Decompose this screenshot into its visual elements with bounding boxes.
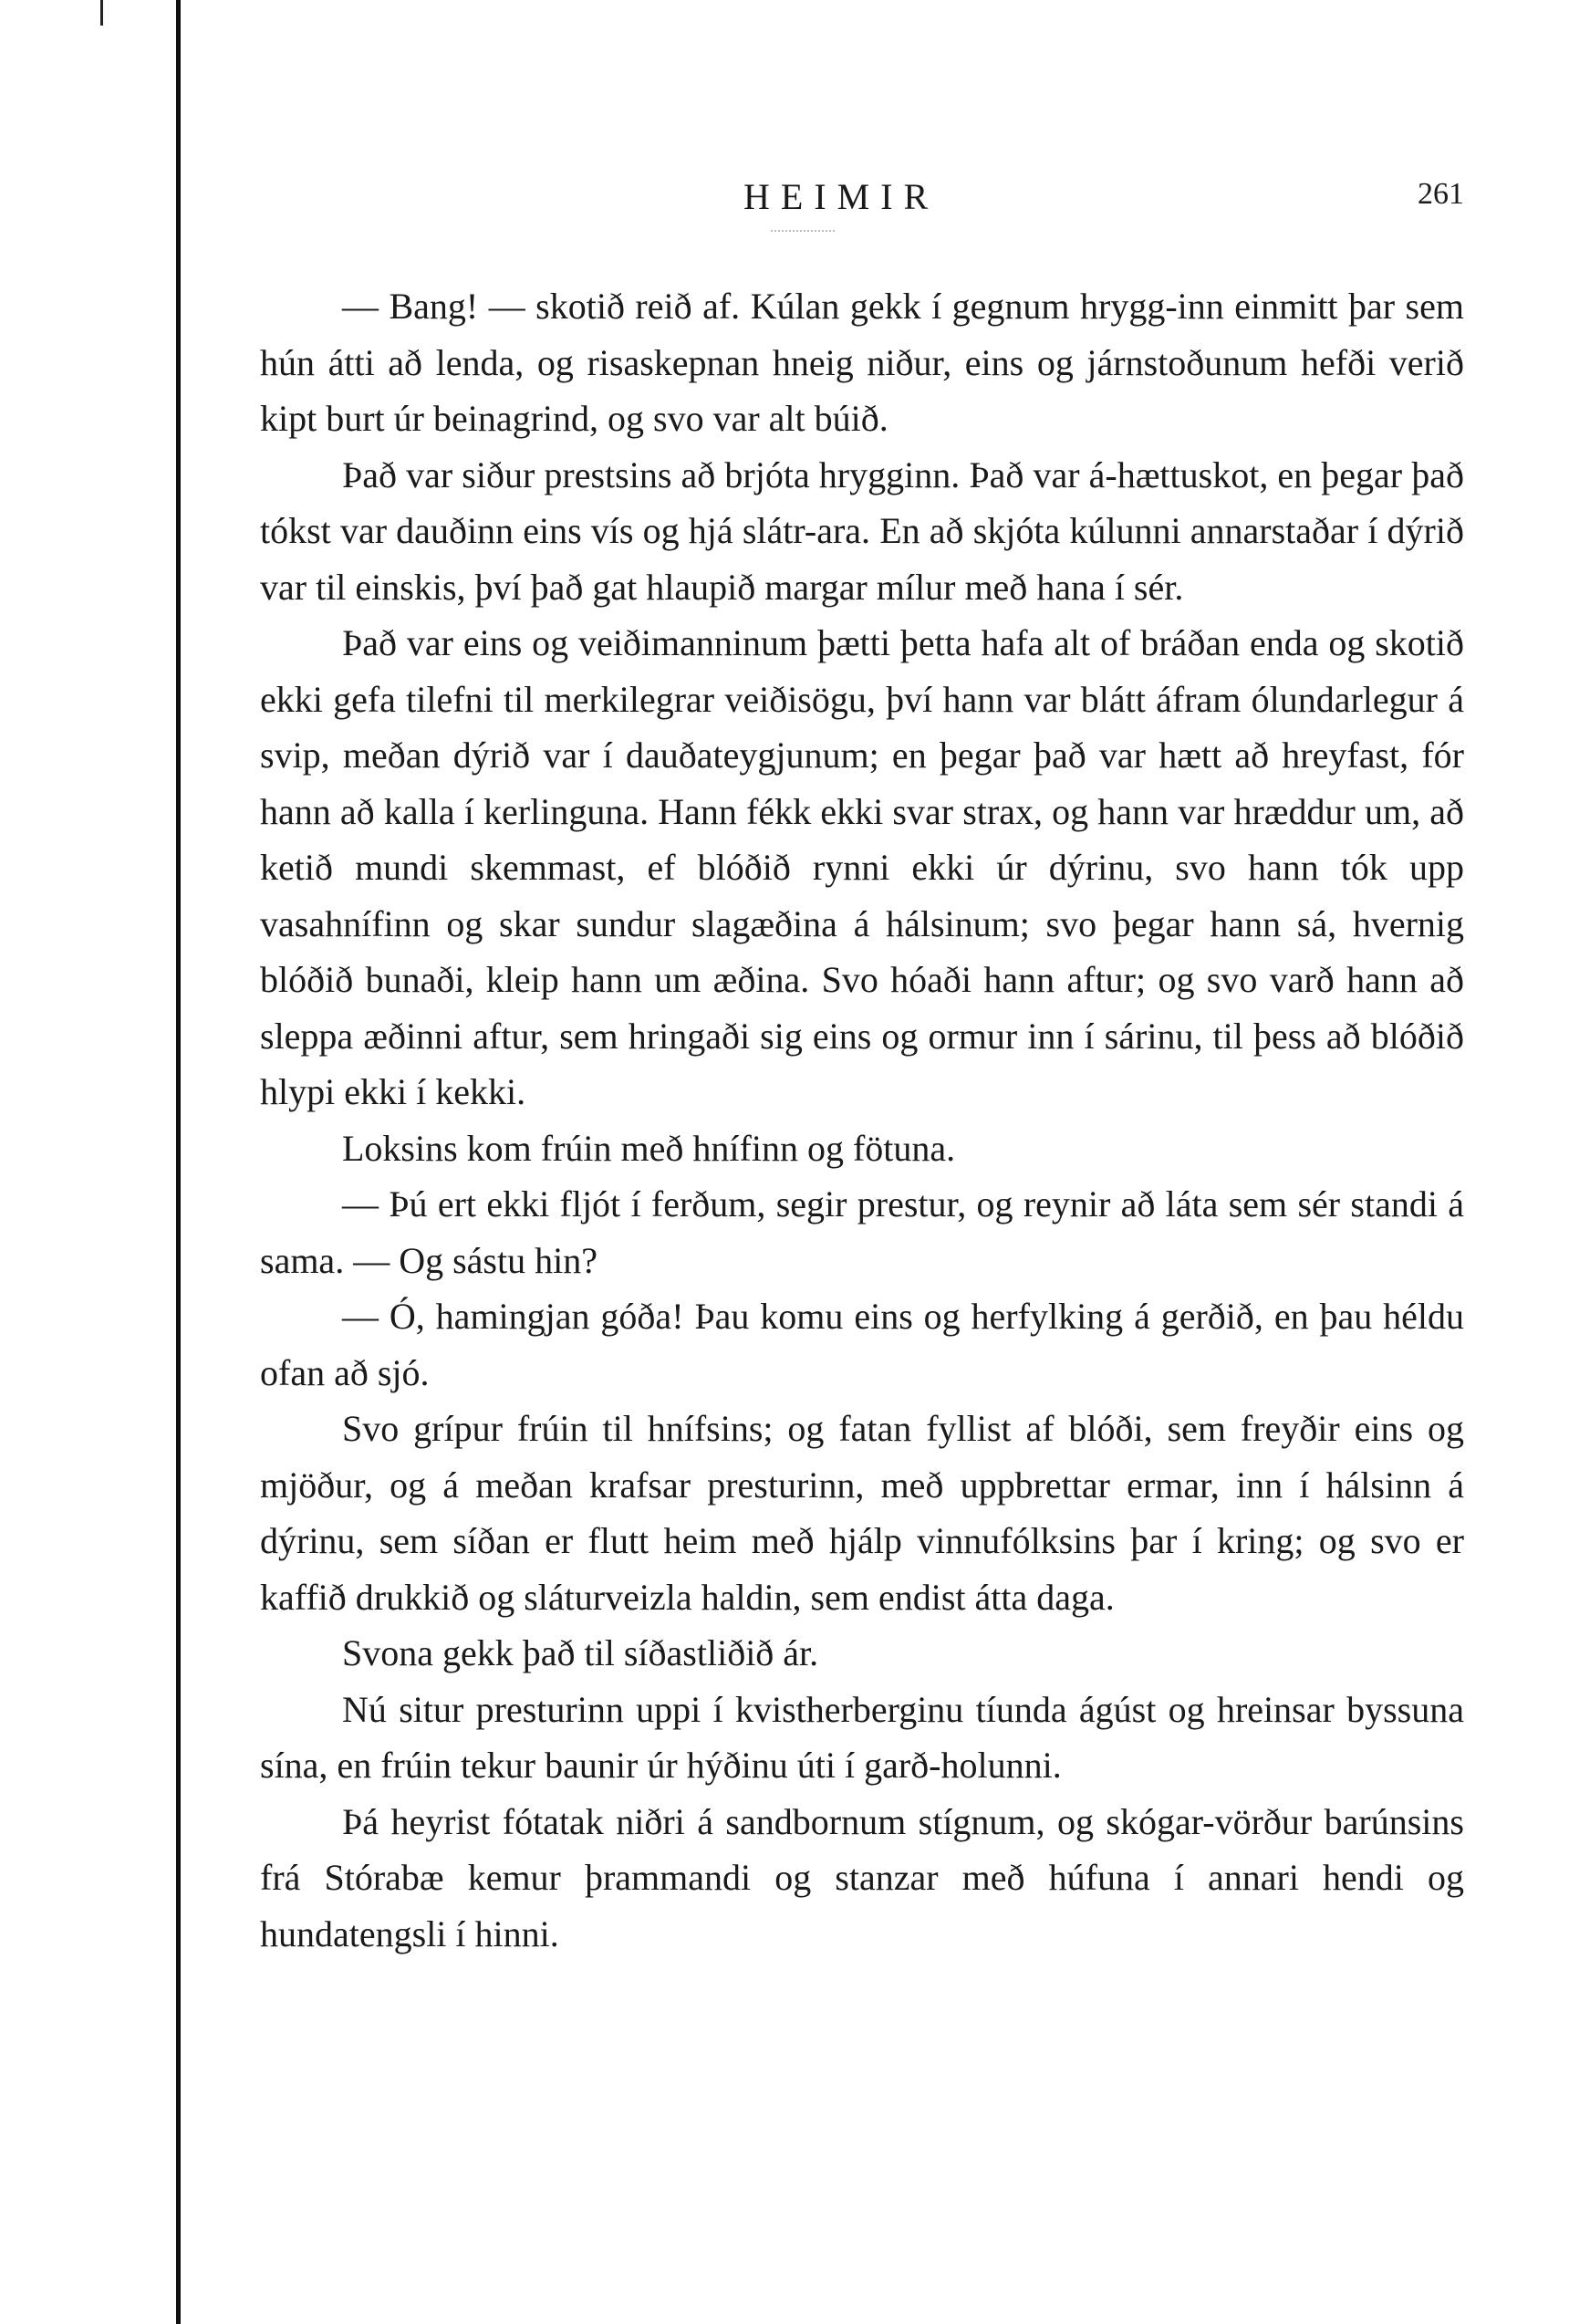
paragraph: Svona gekk það til síðastliðið ár. xyxy=(342,1632,819,1673)
paragraph: — Ó, hamingjan góða! Þau komu eins og herfylking á gerðið, en þau héldu ofan að sjó. xyxy=(260,1296,1464,1393)
paragraph: Nú situr presturinn uppi í kvistherberginu tíunda ágúst og hreinsar byssuna sína, en frúin tekur baunir úr hýðinu úti í garð-holunni. xyxy=(260,1688,1464,1786)
journal-title: HEIMIR xyxy=(743,176,940,217)
paragraph: — Þú ert ekki fljót í ferðum, segir prestur, og reynir að láta sem sér standi á sama. — Og sástu hin? xyxy=(260,1183,1464,1281)
page-number: 261 xyxy=(1418,177,1464,211)
paragraph: Loksins kom frúin með hnífinn og fötuna. xyxy=(342,1127,956,1169)
paragraph: — Bang! — skotið reið af. Kúlan gekk í gegnum hrygg-inn einmitt þar sem hún átti að lenda, og risaskepnan hneig niður, eins og járnstoðunum hefði verið kipt burt úr beinagrind, og svo var alt búið. xyxy=(260,286,1464,439)
body-text xyxy=(260,278,1464,1962)
running-head xyxy=(260,164,1464,219)
scan-binding-edge xyxy=(176,0,181,2324)
ornament-dots xyxy=(771,230,835,232)
paragraph: Það var siður prestsins að brjóta hrygginn. Það var á-hættuskot, en þegar það tókst var dauðinn eins vís og hjá slátr-ara. En að skjóta kúlunni annarstaðar í dýrið var til einskis, því það gat hlaupið margar mílur með hana í sér. xyxy=(260,453,1464,608)
paragraph: Svo grípur frúin til hnífsins; og fatan fyllist af blóði, sem freyðir eins og mjöður, og á meðan krafsar presturinn, með uppbrettar ermar, inn í hálsinn á dýrinu, sem síðan er flutt heim með hjálp vinnufólksins þar í kring; og svo er kaffið drukkið og sláturveizla haldin, sem endist átta daga. xyxy=(260,1408,1464,1618)
scan-margin-mark xyxy=(100,0,103,26)
book-page xyxy=(260,164,1464,2245)
paragraph: Það var eins og veiðimanninum þætti þetta hafa alt of bráðan enda og skotið ekki gefa tilefni til merkilegrar veiðisögu, því hann var blátt áfram ólundarlegur á svip, meðan dýrið var í dauðateygjunum; en þegar það var hætt að hreyfast, fór hann að kalla í kerlinguna. Hann fékk ekki svar strax, og hann var hræddur um, að ketið mundi skemmast, ef blóðið rynni ekki úr dýrinu, svo hann tók upp vasahnífinn og skar sundur slagæðina á hálsinum; svo þegar hann sá, hvernig blóðið bunaði, kleip hann um æðina. Svo hóaði hann aftur; og svo varð hann að sleppa æðinni aftur, sem hringaði sig eins og ormur inn í sárinu, til þess að blóðið hlypi ekki í kekki. xyxy=(260,622,1464,1112)
paragraph: Þá heyrist fótatak niðri á sandbornum stígnum, og skógar-vörður barúnsins frá Stórabæ kemur þrammandi og stanzar með húfuna í annari hendi og hundatengsli í hinni. xyxy=(260,1800,1464,1954)
